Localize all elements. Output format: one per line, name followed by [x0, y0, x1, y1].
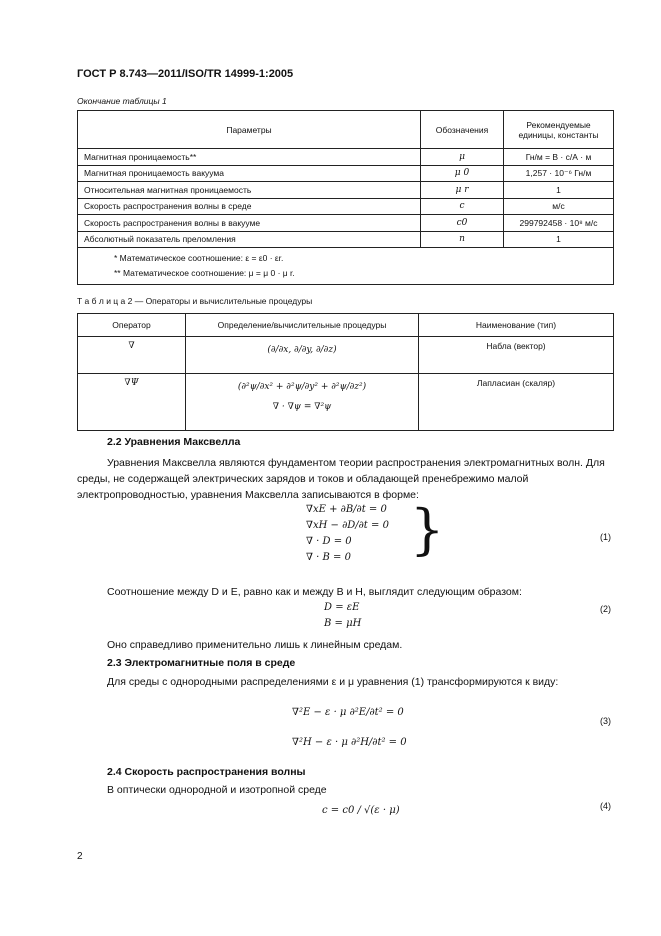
heading-2-3: 2.3 Электромагнитные поля в среде: [107, 657, 296, 669]
t1-note-1: * Математическое соотношение: ε = ε0 · εr.: [114, 253, 284, 263]
t2-definition: [186, 374, 419, 431]
relation-text: Соотношение между D и E, равно как и между B и H, выглядит следующим образом:: [107, 586, 522, 598]
table-row: [78, 231, 614, 248]
table-row: [78, 215, 614, 232]
equation-3: [292, 698, 407, 758]
table2-caption: Т а б л и ц а 2 — Операторы и вычислительные процедуры: [77, 296, 313, 306]
table1-caption: Окончание таблицы 1: [77, 96, 167, 106]
t2-operator: ∇Ψ: [78, 374, 186, 431]
eq1-line: ∇xH − ∂D/∂t = 0: [306, 520, 389, 531]
t1-cell: Скорость распространения волны в среде: [78, 198, 421, 215]
table-row: [78, 337, 614, 374]
document-code: ГОСТ Р 8.743—2011/ISO/TR 14999-1:2005: [77, 68, 294, 80]
t1-cell: Абсолютный показатель преломления: [78, 231, 421, 248]
t1-cell: μ r: [421, 182, 504, 199]
eq2-number: (2): [600, 604, 611, 614]
t1-cell: Магнитная проницаемость**: [78, 149, 421, 166]
heading-2-2: 2.2 Уравнения Максвелла: [107, 436, 241, 448]
t1-cell: 299792458 · 10⁸ м/с: [504, 215, 614, 232]
t1-cell: 1: [504, 231, 614, 248]
eq3-number: (3): [600, 716, 611, 726]
paragraph-2-3: Для среды с однородными распределениями ε и μ уравнения (1) трансформируются к виду:: [107, 676, 559, 688]
t1-cell: c0: [421, 215, 504, 232]
t1-notes: [78, 248, 614, 285]
equation-2: [324, 600, 361, 632]
t1-cell: n: [421, 231, 504, 248]
table-row: [78, 374, 614, 431]
eq1-right-brace: }: [410, 498, 445, 561]
eq3-line: ∇²H − ε · μ ∂²H/∂t² = 0: [292, 737, 407, 748]
eq3-line: ∇²E − ε · μ ∂²E/∂t² = 0: [292, 707, 404, 718]
t2-header-name: Наименование (тип): [419, 314, 614, 337]
t1-cell: Гн/м = В · с/А · м: [504, 149, 614, 166]
t2-laplacian-identity: ∇ · ∇ψ = ∇²ψ: [272, 402, 332, 412]
eq1-number: (1): [600, 532, 611, 542]
table-row: [78, 149, 614, 166]
paragraph-2-2: Уравнения Максвелла являются фундаментом теории распространения электромагнитных волн. Для среды, не содержащей электрических зарядов и токов и обладающей пренебрежимо малой электропроводностью, уравнения Максвелла записываются в форме:: [77, 457, 605, 501]
eq2-line: B = μH: [324, 618, 362, 629]
paragraph-2-4: В оптически однородной и изотропной среде: [107, 784, 327, 796]
t2-laplacian-expansion: (∂²ψ/∂x² + ∂²ψ/∂y² + ∂²ψ/∂z²): [237, 382, 367, 392]
heading-2-4: 2.4 Скорость распространения волны: [107, 766, 306, 778]
eq4-number: (4): [600, 801, 611, 811]
t1-cell: μ: [421, 149, 504, 166]
t1-note-2: ** Математическое соотношение: μ = μ 0 · μ r.: [114, 268, 295, 278]
table1: [77, 110, 614, 285]
t1-cell: Относительная магнитная проницаемость: [78, 182, 421, 199]
table-row: [78, 182, 614, 199]
t2-name: Лапласиан (скаляр): [419, 374, 614, 431]
equation-4: c = c0 / √(ε · μ): [322, 805, 400, 816]
t2-name: Набла (вектор): [419, 337, 614, 374]
table2: [77, 313, 614, 431]
linear-note: Оно справедливо применительно лишь к линейным средам.: [107, 639, 403, 651]
table-notes-row: [78, 248, 614, 285]
eq1-line: ∇ · D = 0: [306, 536, 352, 547]
t1-header-units: Рекомендуемые единицы, константы: [504, 111, 614, 149]
page-number: 2: [77, 851, 83, 862]
table-row: [78, 198, 614, 215]
t2-header-operator: Оператор: [78, 314, 186, 337]
t2-header-definition: Определение/вычислительные процедуры: [186, 314, 419, 337]
t1-cell: 1,257 · 10⁻⁶ Гн/м: [504, 165, 614, 182]
t1-header-symbols: Обозначения: [421, 111, 504, 149]
t1-cell: μ 0: [421, 165, 504, 182]
eq1-line: ∇ · B = 0: [306, 552, 351, 563]
t1-cell: м/с: [504, 198, 614, 215]
equation-1: [306, 502, 389, 566]
t1-cell: Скорость распространения волны в вакууме: [78, 215, 421, 232]
t1-cell: c: [421, 198, 504, 215]
table-row: [78, 165, 614, 182]
t2-definition: (∂/∂x, ∂/∂y, ∂/∂z): [186, 337, 419, 374]
eq2-line: D = εE: [324, 602, 360, 613]
t1-cell: 1: [504, 182, 614, 199]
t2-operator: ∇: [78, 337, 186, 374]
t1-header-params: Параметры: [78, 111, 421, 149]
eq1-line: ∇xE + ∂B/∂t = 0: [306, 504, 387, 515]
t1-cell: Магнитная проницаемость вакуума: [78, 165, 421, 182]
